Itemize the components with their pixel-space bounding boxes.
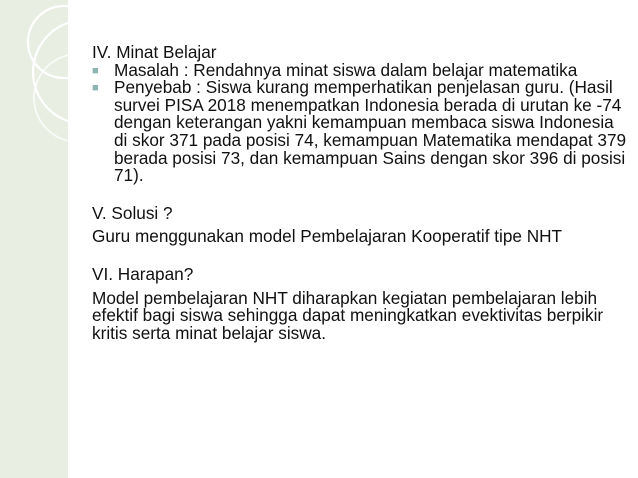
decorative-circles-icon [0,0,68,478]
bullet-text-penyebab: Penyebab : Siswa kurang memperhatikan penjelasan guru. (Hasil survei PISA 2018 menempatkan Indonesia berada di urutan ke -74 dengan keterangan yakni kemampuan membaca siswa Indonesia di skor 371 pada posisi 74, kemampuan Matematika mendapat 379 berada posisi 73, dan kemampuan Sains dengan skor 396 di posisi 71). [114,77,627,186]
section-heading-solusi: V. Solusi ? [92,202,173,223]
square-bullet-icon: ■ [92,82,99,95]
slide-content [92,44,627,342]
section-body-harapan: Model pembelajaran NHT diharapkan kegiatan pembelajaran lebih efektif bagi siswa sehingga dapat meningkatkan evektivitas berpikir kritis serta minat belajar siswa. [92,287,604,343]
decorative-sidebar [0,0,68,478]
section-body-solusi: Guru menggunakan model Pembelajaran Kooperatif tipe NHT [92,226,563,247]
bullet-text-masalah: Masalah : Rendahnya minat siswa dalam belajar matematika [114,59,578,80]
section-heading-harapan: VI. Harapan? [92,263,194,284]
spacer [92,246,627,266]
section-heading-minat-belajar: IV. Minat Belajar [92,42,217,62]
bullet-item-penyebab [92,79,627,185]
square-bullet-icon: ■ [92,64,99,77]
spacer [92,185,627,205]
